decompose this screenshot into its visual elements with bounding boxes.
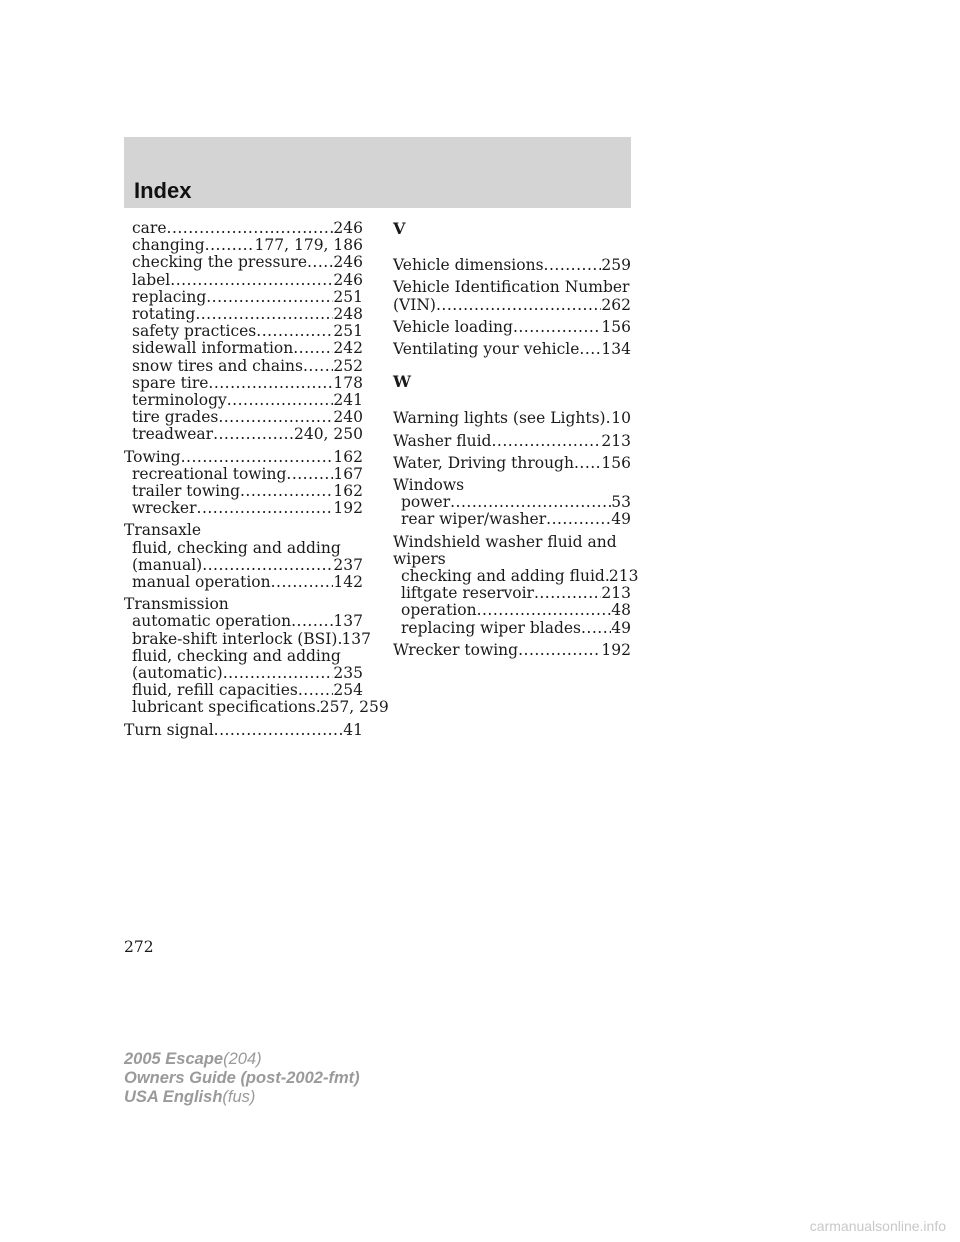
index-term: Warning lights (see Lights) — [393, 409, 606, 428]
index-entry — [124, 358, 363, 375]
dot-leader — [208, 375, 333, 392]
index-entry — [393, 602, 631, 619]
index-term: treadwear — [132, 425, 214, 444]
index-entry — [124, 254, 363, 271]
index-term: liftgate reservoir — [401, 584, 534, 603]
dot-leader — [227, 392, 334, 409]
dot-leader — [450, 494, 611, 511]
index-term: sidewall information — [132, 339, 294, 358]
index-entry — [124, 449, 363, 466]
index-entry — [124, 682, 363, 699]
letter-heading-w: W — [393, 372, 411, 392]
index-term: Vehicle loading — [393, 317, 513, 336]
dot-leader — [256, 323, 333, 340]
dot-leader — [436, 297, 601, 314]
index-page-ref: 246 — [333, 253, 363, 272]
index-term: care — [132, 219, 167, 237]
footer-guide: Owners Guide (post-2002-fmt) — [124, 1069, 360, 1087]
index-entry — [124, 409, 363, 426]
index-page-ref: 235 — [333, 664, 363, 683]
index-page-ref: 137 — [341, 629, 372, 648]
index-term: (automatic) — [132, 664, 223, 683]
index-entry — [393, 477, 631, 494]
index-term: rotating — [132, 305, 196, 324]
dot-leader — [491, 433, 601, 450]
index-term: trailer towing — [132, 482, 240, 501]
index-list-w — [393, 409, 639, 659]
index-term: Vehicle dimensions — [393, 256, 544, 275]
index-term: rear wiper/washer — [401, 510, 547, 529]
dot-leader — [181, 449, 334, 466]
index-term: Water, Driving through — [393, 453, 574, 472]
index-entry — [124, 306, 363, 323]
index-term: tire grades — [132, 408, 219, 427]
index-term: recreational towing — [132, 464, 287, 483]
index-page-ref: 262 — [601, 295, 631, 314]
index-term: Windshield washer fluid and — [393, 532, 617, 551]
index-entry — [393, 511, 631, 528]
footer-model-code: (204) — [223, 1050, 262, 1068]
index-page-ref: 156 — [601, 453, 631, 472]
index-term: brake-shift interlock (BSI) — [132, 629, 338, 648]
index-entry — [124, 557, 363, 574]
index-term: automatic operation — [132, 612, 292, 631]
footer-line-3 — [124, 1088, 360, 1107]
index-term: fluid, checking and adding — [132, 538, 341, 557]
dot-leader — [293, 340, 333, 357]
index-entry — [393, 551, 631, 568]
dot-leader — [513, 319, 601, 336]
index-entry — [124, 426, 363, 443]
index-entry — [393, 534, 631, 551]
footer-line-1 — [124, 1050, 360, 1069]
dot-leader — [286, 466, 333, 483]
index-column-right — [393, 219, 639, 659]
index-page-ref: 242 — [333, 339, 363, 358]
dot-leader — [291, 613, 333, 630]
index-entry — [393, 567, 639, 586]
index-page-ref: 49 — [611, 618, 631, 637]
dot-leader — [195, 306, 333, 323]
dot-leader — [298, 682, 334, 699]
index-page-ref: 252 — [333, 356, 363, 375]
index-page-ref: 162 — [333, 447, 363, 466]
index-page-ref: 240, 250 — [293, 425, 363, 444]
index-page-ref: 49 — [611, 510, 631, 529]
index-term: operation — [401, 601, 477, 620]
index-entry — [124, 522, 363, 539]
index-entry — [124, 500, 363, 517]
section-title: Index — [134, 178, 192, 203]
index-term: Ventilating your vehicle — [393, 340, 580, 359]
index-page-ref: 10 — [611, 409, 631, 428]
index-column-left — [124, 219, 389, 739]
index-page-ref: 192 — [601, 640, 631, 659]
index-entry — [393, 642, 631, 659]
index-page-ref: 142 — [333, 573, 363, 592]
index-page-ref: 213 — [601, 584, 631, 603]
index-term: Wrecker towing — [393, 640, 519, 659]
index-page-ref: 178 — [333, 373, 363, 392]
dot-leader — [218, 409, 333, 426]
index-term: Towing — [124, 447, 181, 466]
index-entry — [124, 237, 363, 254]
page-number: 272 — [124, 938, 154, 956]
index-term: checking and adding fluid — [401, 567, 605, 586]
index-entry — [393, 410, 631, 427]
index-term: fluid, checking and adding — [132, 646, 341, 665]
dot-leader — [167, 220, 334, 237]
index-entry — [124, 220, 363, 237]
dot-leader — [534, 585, 601, 602]
index-entry — [124, 574, 363, 591]
section-header-band — [124, 137, 631, 208]
index-term: replacing — [132, 287, 207, 306]
index-page-ref: 251 — [333, 322, 363, 341]
dot-leader — [214, 722, 344, 739]
index-page-ref: 213 — [601, 431, 631, 450]
index-page-ref: 177, 179, 186 — [254, 236, 363, 255]
dot-leader — [581, 620, 611, 637]
index-page-ref: 192 — [333, 499, 363, 518]
dot-leader — [271, 574, 334, 591]
index-term: replacing wiper blades — [401, 618, 581, 637]
index-entry — [124, 540, 363, 557]
index-page-ref: 213 — [608, 567, 639, 586]
dot-leader — [546, 511, 611, 528]
index-entry — [124, 629, 372, 648]
index-entry — [393, 319, 631, 336]
index-entry — [124, 466, 363, 483]
index-entry — [393, 585, 631, 602]
dot-leader — [213, 426, 294, 443]
index-page-ref: 259 — [601, 256, 631, 275]
index-page-ref: 257, 259 — [319, 698, 389, 717]
index-term: lubricant specifications — [132, 698, 316, 717]
dot-leader — [223, 665, 334, 682]
index-entry — [124, 665, 363, 682]
dot-leader — [240, 483, 333, 500]
index-page-ref: 53 — [611, 493, 631, 512]
index-page-ref: 254 — [333, 681, 363, 700]
index-entry — [393, 257, 631, 274]
index-page-ref: 246 — [333, 219, 363, 237]
index-term: (manual) — [132, 555, 203, 574]
letter-heading-v: V — [393, 219, 406, 238]
index-entry — [124, 392, 363, 409]
index-page-ref: 167 — [333, 464, 363, 483]
index-page-ref: 251 — [333, 287, 363, 306]
index-entry — [393, 297, 631, 314]
index-term: label — [132, 270, 171, 289]
index-term: Washer fluid — [393, 431, 492, 450]
index-term: wrecker — [132, 499, 197, 518]
index-entry — [124, 596, 363, 613]
index-term: terminology — [132, 391, 227, 410]
dot-leader — [303, 358, 333, 375]
footer-language: USA English — [124, 1088, 223, 1106]
index-entry — [124, 375, 363, 392]
index-entry — [393, 455, 631, 472]
index-term: fluid, refill capacities — [132, 681, 298, 700]
dot-leader — [206, 289, 333, 306]
index-entry — [393, 279, 631, 296]
dot-leader — [307, 254, 333, 271]
dot-leader — [477, 602, 612, 619]
index-term: Turn signal — [124, 720, 214, 739]
footer-model: 2005 Escape — [124, 1050, 224, 1068]
index-entry — [124, 483, 363, 500]
index-page-ref: 240 — [333, 408, 363, 427]
index-entry — [124, 722, 363, 739]
index-term: checking the pressure — [132, 253, 307, 272]
index-entry — [124, 648, 363, 665]
index-term: power — [401, 493, 451, 512]
footer-line-2 — [124, 1069, 360, 1088]
document-footer — [124, 1050, 360, 1107]
index-entry — [124, 613, 363, 630]
index-term: (VIN) — [393, 295, 436, 314]
index-entry — [124, 323, 363, 340]
index-entry — [124, 698, 389, 717]
index-term: spare tire — [132, 373, 209, 392]
index-list-v — [393, 257, 631, 358]
index-entry — [124, 289, 363, 306]
index-page-ref: 48 — [611, 601, 631, 620]
dot-leader — [205, 237, 255, 254]
footer-language-code: (fus) — [222, 1088, 256, 1106]
dot-leader — [202, 557, 333, 574]
dot-leader — [544, 257, 602, 274]
dot-leader — [197, 500, 334, 517]
index-term: Vehicle Identification Number — [393, 278, 630, 297]
index-page-ref: 41 — [343, 720, 363, 739]
index-term: safety practices — [132, 322, 257, 341]
index-entry — [393, 433, 631, 450]
index-entry — [393, 494, 631, 511]
index-entry — [393, 620, 631, 637]
index-page-ref: 237 — [333, 555, 363, 574]
index-page-ref: 248 — [333, 305, 363, 324]
index-page-ref: 241 — [333, 391, 363, 410]
index-entry — [124, 272, 363, 289]
index-term: Windows — [393, 476, 465, 495]
index-term: manual operation — [132, 573, 271, 592]
index-term: Transmission — [124, 595, 229, 614]
index-term: changing — [132, 236, 205, 255]
index-term: Transaxle — [124, 521, 202, 540]
index-page-ref: 156 — [601, 317, 631, 336]
index-page-ref: 246 — [333, 270, 363, 289]
index-page-ref: 137 — [333, 612, 363, 631]
index-entry — [124, 340, 363, 357]
index-term: snow tires and chains — [132, 356, 303, 375]
dot-leader — [170, 272, 333, 289]
index-term: wipers — [393, 549, 446, 568]
dot-leader — [574, 455, 601, 472]
watermark: carmanualsonline.info — [809, 1218, 946, 1234]
index-page-ref: 134 — [601, 340, 631, 359]
index-entry — [393, 341, 631, 358]
index-page-ref: 162 — [333, 482, 363, 501]
dot-leader — [579, 341, 601, 358]
dot-leader — [518, 642, 601, 659]
